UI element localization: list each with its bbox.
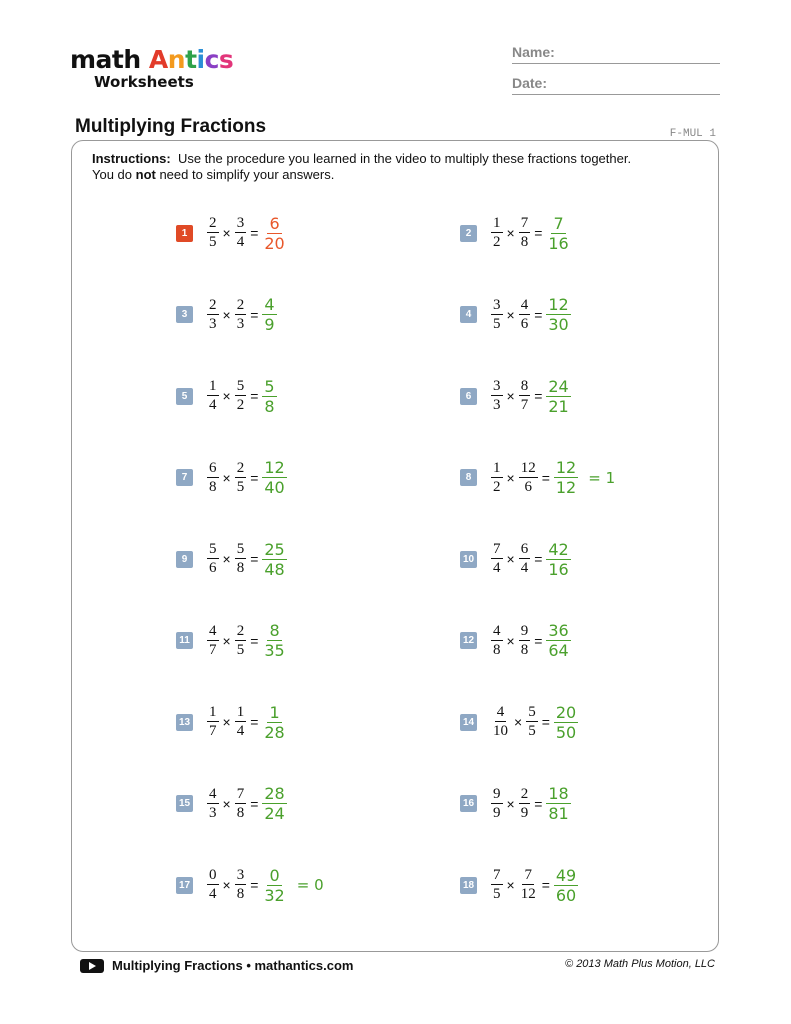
problem-16 — [460, 784, 571, 824]
logo-letter: i — [196, 45, 205, 74]
fraction-b — [235, 624, 247, 658]
fraction-a — [207, 705, 219, 739]
times-sign: × — [506, 877, 515, 893]
logo-letter: c — [204, 45, 219, 74]
denominator: 50 — [555, 722, 577, 742]
fraction-a — [491, 705, 510, 739]
problem-11 — [176, 621, 287, 661]
numerator: 5 — [236, 378, 245, 394]
denominator: 2 — [493, 478, 501, 495]
denominator: 4 — [236, 723, 245, 739]
numerator: 7 — [236, 785, 245, 802]
denominator: 4 — [236, 234, 245, 250]
logo — [70, 46, 233, 90]
logo-prefix: math — [70, 45, 141, 74]
fraction-a — [491, 624, 503, 658]
problem-number-badge: 16 — [460, 795, 477, 812]
fraction-b — [235, 868, 247, 902]
problem-14 — [460, 702, 578, 742]
times-sign: × — [222, 306, 231, 323]
problem-number-badge: 12 — [460, 632, 477, 649]
fraction-a — [207, 298, 219, 332]
denominator: 4 — [520, 560, 529, 576]
denominator: 8 — [520, 641, 529, 658]
problem-6 — [460, 376, 571, 416]
numerator: 1 — [493, 459, 501, 476]
logo-main — [70, 46, 233, 74]
numerator: 2 — [236, 296, 245, 313]
instructions-line2-post: need to simplify your answers. — [155, 167, 335, 182]
denominator: 6 — [209, 560, 217, 576]
answer-fraction — [546, 215, 570, 252]
numerator: 42 — [548, 539, 569, 559]
fraction-b — [235, 461, 247, 495]
denominator: 5 — [236, 478, 245, 495]
times-sign: × — [222, 469, 231, 486]
fraction-a — [207, 216, 219, 250]
equals-sign: = — [250, 306, 259, 323]
numerator: 8 — [520, 378, 529, 394]
numerator: 24 — [548, 376, 569, 396]
logo-letter: s — [218, 45, 234, 74]
equals-sign: = — [534, 551, 543, 567]
answer-fraction — [546, 541, 570, 578]
denominator: 32 — [264, 885, 285, 905]
answer-fraction — [546, 378, 570, 415]
answer-fraction — [546, 785, 570, 822]
problem-5 — [176, 376, 277, 416]
denominator: 4 — [209, 397, 217, 413]
fraction-a — [207, 787, 219, 821]
numerator: 3 — [236, 867, 245, 883]
problem-3 — [176, 295, 277, 335]
fraction-a — [491, 379, 503, 413]
times-sign: × — [222, 795, 231, 812]
denominator: 7 — [209, 641, 217, 658]
problem-1 — [176, 213, 287, 253]
simplified-answer: = 0 — [296, 876, 324, 894]
instructions-label: Instructions: — [92, 151, 171, 166]
numerator: 49 — [555, 865, 577, 885]
answer-fraction — [554, 867, 578, 904]
problem-number-badge: 17 — [176, 877, 193, 894]
times-sign: × — [514, 714, 523, 730]
denominator: 3 — [209, 804, 217, 821]
numerator: 12 — [520, 459, 536, 476]
numerator: 2 — [209, 215, 217, 231]
problem-number-badge: 14 — [460, 714, 477, 731]
problem-number-badge: 6 — [460, 388, 477, 405]
problem-7 — [176, 458, 287, 498]
denominator: 5 — [528, 723, 536, 739]
numerator: 3 — [236, 215, 245, 231]
numerator: 1 — [209, 704, 217, 720]
numerator: 3 — [493, 296, 501, 313]
denominator: 16 — [548, 233, 569, 253]
equals-sign: = — [534, 388, 543, 404]
fraction-a — [207, 461, 219, 495]
answer-fraction — [554, 459, 578, 496]
instructions-line1: Use the procedure you learned in the video to multiply these fractions together. — [177, 151, 632, 166]
numerator: 0 — [209, 867, 217, 883]
worksheet-box — [71, 140, 719, 952]
equals-sign: = — [250, 714, 259, 730]
problem-number-badge: 8 — [460, 469, 477, 486]
problem-number-badge: 18 — [460, 877, 477, 894]
times-sign: × — [222, 714, 231, 730]
denominator: 3 — [493, 397, 501, 413]
denominator: 4 — [493, 560, 501, 576]
page-title: Multiplying Fractions — [75, 116, 267, 137]
problem-number-badge: 1 — [176, 225, 193, 242]
numerator: 9 — [493, 785, 501, 802]
denominator: 4 — [209, 886, 217, 902]
fraction-b — [235, 379, 247, 413]
answer-fraction — [554, 704, 578, 741]
equals-sign: = — [250, 551, 259, 567]
problem-number-badge: 11 — [176, 632, 193, 649]
answer-fraction — [262, 378, 276, 415]
numerator: 12 — [548, 295, 569, 314]
fraction-b — [519, 461, 538, 495]
equals-sign: = — [250, 225, 259, 241]
times-sign: × — [222, 877, 231, 893]
denominator: 8 — [209, 478, 217, 495]
numerator: 2 — [236, 459, 245, 476]
denominator: 3 — [209, 315, 217, 332]
fraction-a — [491, 787, 503, 821]
fraction-a — [491, 868, 503, 902]
answer-fraction — [262, 296, 276, 333]
footer-copyright: © 2013 Math Plus Motion, LLC — [565, 958, 715, 970]
fraction-b — [519, 868, 538, 902]
numerator: 2 — [209, 296, 217, 313]
denominator: 20 — [264, 233, 285, 253]
times-sign: × — [222, 632, 231, 649]
denominator: 5 — [209, 234, 217, 250]
denominator: 5 — [493, 315, 501, 332]
numerator: 18 — [548, 784, 569, 803]
problem-10 — [460, 539, 571, 579]
problem-number-badge: 15 — [176, 795, 193, 812]
numerator: 36 — [548, 621, 569, 640]
logo-letter: n — [167, 45, 186, 74]
equals-sign: = — [541, 877, 550, 893]
numerator: 6 — [520, 541, 529, 557]
denominator: 6 — [520, 315, 529, 332]
times-sign: × — [222, 551, 231, 567]
logo-sub: Worksheets — [94, 73, 194, 91]
denominator: 8 — [520, 234, 529, 250]
numerator: 5 — [209, 541, 217, 557]
problem-15 — [176, 784, 287, 824]
denominator: 40 — [264, 478, 285, 497]
denominator: 9 — [493, 804, 501, 821]
denominator: 9 — [520, 804, 529, 821]
numerator: 8 — [269, 621, 280, 640]
denominator: 6 — [524, 478, 532, 495]
times-sign: × — [222, 225, 231, 241]
instructions-not: not — [135, 167, 156, 182]
denominator: 12 — [555, 478, 577, 497]
denominator: 3 — [236, 315, 245, 332]
problem-number-badge: 13 — [176, 714, 193, 731]
denominator: 81 — [548, 804, 569, 823]
fraction-b — [235, 705, 247, 739]
problem-number-badge: 4 — [460, 306, 477, 323]
problem-17 — [176, 865, 324, 905]
denominator: 9 — [264, 315, 275, 334]
fraction-a — [491, 298, 503, 332]
times-sign: × — [222, 388, 231, 404]
logo-letter: t — [185, 45, 197, 74]
equals-sign: = — [534, 225, 543, 241]
denominator: 5 — [493, 886, 501, 902]
problem-number-badge: 5 — [176, 388, 193, 405]
numerator: 28 — [264, 784, 285, 803]
answer-fraction — [262, 215, 286, 252]
fraction-b — [519, 298, 531, 332]
fraction-b — [235, 787, 247, 821]
answer-fraction — [262, 541, 286, 578]
numerator: 7 — [553, 213, 564, 233]
fraction-b — [235, 216, 247, 250]
denominator: 48 — [264, 559, 285, 579]
denominator: 7 — [520, 397, 529, 413]
denominator: 24 — [264, 804, 285, 823]
equals-sign: = — [534, 795, 543, 812]
numerator: 1 — [236, 704, 245, 720]
times-sign: × — [506, 551, 515, 567]
instructions-line2-pre: You do — [92, 167, 136, 182]
denominator: 10 — [493, 723, 508, 739]
numerator: 12 — [264, 458, 285, 477]
worksheet-code: F-MUL 1 — [669, 128, 716, 140]
problem-number-badge: 2 — [460, 225, 477, 242]
fraction-a — [207, 542, 219, 576]
numerator: 0 — [269, 865, 280, 885]
denominator: 8 — [236, 804, 245, 821]
answer-fraction — [262, 867, 286, 904]
numerator: 4 — [209, 622, 217, 639]
numerator: 7 — [493, 867, 501, 883]
problem-number-badge: 3 — [176, 306, 193, 323]
equals-sign: = — [250, 388, 259, 404]
numerator: 12 — [555, 458, 577, 477]
fraction-a — [207, 868, 219, 902]
date-field[interactable]: Date: — [512, 75, 720, 95]
fraction-b — [519, 216, 531, 250]
problem-9 — [176, 539, 287, 579]
problem-8 — [460, 458, 615, 498]
equals-sign: = — [534, 632, 543, 649]
play-icon — [80, 959, 104, 973]
denominator: 12 — [520, 886, 536, 902]
numerator: 6 — [269, 213, 280, 233]
denominator: 8 — [236, 560, 245, 576]
footer-left — [80, 958, 353, 973]
problem-4 — [460, 295, 571, 335]
numerator: 5 — [528, 704, 536, 720]
equals-sign: = — [250, 632, 259, 649]
answer-fraction — [262, 704, 286, 741]
denominator: 60 — [555, 885, 577, 905]
answer-fraction — [546, 296, 570, 333]
numerator: 4 — [493, 622, 501, 639]
problem-number-badge: 10 — [460, 551, 477, 568]
times-sign: × — [506, 795, 515, 812]
fraction-b — [519, 624, 531, 658]
fraction-b — [526, 705, 538, 739]
numerator: 2 — [520, 785, 529, 802]
simplified-answer: = 1 — [588, 468, 616, 487]
denominator: 5 — [236, 641, 245, 658]
denominator: 64 — [548, 641, 569, 660]
instructions — [92, 151, 702, 183]
equals-sign: = — [534, 306, 543, 323]
times-sign: × — [506, 225, 515, 241]
equals-sign: = — [250, 877, 259, 893]
numerator: 1 — [269, 702, 280, 722]
fraction-b — [235, 298, 247, 332]
problem-12 — [460, 621, 571, 661]
answer-fraction — [262, 622, 286, 659]
equals-sign: = — [541, 469, 550, 486]
times-sign: × — [506, 306, 515, 323]
denominator: 8 — [264, 396, 275, 416]
fraction-b — [519, 379, 531, 413]
numerator: 1 — [493, 215, 501, 231]
numerator: 4 — [520, 296, 529, 313]
denominator: 8 — [493, 641, 501, 658]
numerator: 2 — [236, 622, 245, 639]
name-field[interactable]: Name: — [512, 44, 720, 64]
problem-18 — [460, 865, 578, 905]
denominator: 35 — [264, 641, 285, 660]
equals-sign: = — [250, 795, 259, 812]
fraction-a — [491, 216, 503, 250]
numerator: 20 — [555, 702, 577, 722]
problem-number-badge: 7 — [176, 469, 193, 486]
times-sign: × — [506, 469, 515, 486]
fraction-b — [519, 787, 531, 821]
answer-fraction — [546, 622, 570, 659]
denominator: 30 — [548, 315, 569, 334]
equals-sign: = — [541, 714, 550, 730]
numerator: 7 — [524, 867, 532, 883]
fraction-a — [491, 542, 503, 576]
fraction-a — [207, 379, 219, 413]
denominator: 28 — [264, 722, 285, 742]
numerator: 4 — [209, 785, 217, 802]
fraction-a — [491, 461, 503, 495]
fraction-b — [519, 542, 531, 576]
answer-fraction — [262, 459, 286, 496]
denominator: 7 — [209, 723, 217, 739]
problem-13 — [176, 702, 287, 742]
numerator: 5 — [264, 376, 275, 396]
denominator: 21 — [548, 396, 569, 416]
problem-2 — [460, 213, 571, 253]
problem-number-badge: 9 — [176, 551, 193, 568]
times-sign: × — [506, 632, 515, 649]
denominator: 2 — [236, 397, 245, 413]
numerator: 6 — [209, 459, 217, 476]
equals-sign: = — [250, 469, 259, 486]
numerator: 1 — [209, 378, 217, 394]
logo-letter: A — [148, 45, 168, 74]
denominator: 8 — [236, 886, 245, 902]
answer-fraction — [262, 785, 286, 822]
numerator: 25 — [264, 539, 285, 559]
numerator: 7 — [493, 541, 501, 557]
denominator: 16 — [548, 559, 569, 579]
footer-left-text: Multiplying Fractions • mathantics.com — [112, 958, 354, 973]
denominator: 2 — [493, 234, 501, 250]
numerator: 9 — [520, 622, 529, 639]
numerator: 4 — [496, 704, 505, 720]
numerator: 3 — [493, 378, 501, 394]
fraction-b — [235, 542, 247, 576]
numerator: 4 — [264, 295, 275, 314]
numerator: 7 — [520, 215, 529, 231]
times-sign: × — [506, 388, 515, 404]
numerator: 5 — [236, 541, 245, 557]
fraction-a — [207, 624, 219, 658]
